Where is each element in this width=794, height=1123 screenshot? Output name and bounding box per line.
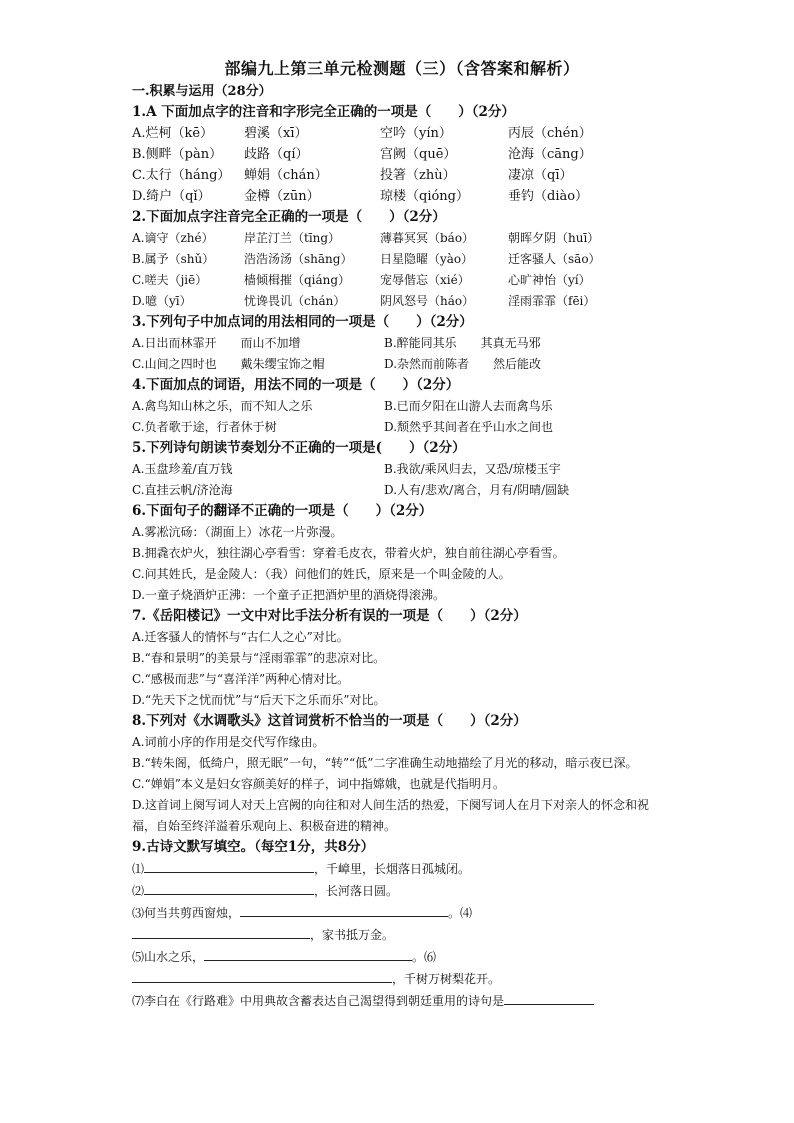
option-item: 岸芷汀兰（tīng） (244, 231, 341, 245)
option-item: 淫雨霏霏（fēi） (508, 294, 596, 308)
fill-blank-4: ，家书抵万金。 (132, 924, 672, 946)
option-item: 投箸（zhù） (380, 168, 456, 183)
option-item: 金樽（zūn） (244, 189, 320, 204)
fill-blank-7: ⑺李白在《行路难》中用典故含蓄表达自己渴望得到朝廷重用的诗句是 (132, 990, 672, 1012)
fill-blank-3: ⑶何当共剪西窗烛， 。⑷ (132, 902, 672, 924)
question-8-stem: 8.下列对《水调歌头》这首词赏析不恰当的一项是（ ）（2分） (132, 713, 527, 729)
question-3-option-row (132, 354, 672, 375)
option-item: 薄暮冥冥（báo） (380, 231, 475, 245)
option-a: A.烂柯（kē） (132, 126, 214, 141)
option-item: 凄凉（qī） (508, 168, 573, 183)
question-2-option-row (132, 228, 672, 249)
option-c: C.“婵娟”本义是妇女容颜美好的样子，词中指嫦娥，也就是代指明月。 (132, 777, 505, 791)
option-item: 阴风怒号（háo） (380, 294, 475, 308)
question-2-option-row (132, 291, 672, 312)
question-4-option-row (132, 417, 672, 438)
option-a: A.雾凇沆砀：（湖面上）冰花一片弥漫。 (132, 525, 343, 539)
question-1-option-row (132, 123, 672, 144)
option-c: C.“感极而悲”与“喜洋洋”两种心情对比。 (132, 672, 350, 686)
question-4-stem: 4.下面加点的词语，用法不同的一项是（ ）（2分） (132, 377, 460, 393)
question-1-option-row (132, 165, 672, 186)
question-3-stem: 3.下列句子中加点词的用法相同的一项是（ ）（2分） (132, 314, 473, 330)
option-c: C.直挂云帆/济沧海 (132, 483, 233, 497)
option-item: 丙辰（chén） (508, 126, 592, 141)
question-1-option-row (132, 144, 672, 165)
question-9-stem: 9.古诗文默写填空。（每空1分，共8分） (132, 839, 375, 855)
option-a: A.迁客骚人的情怀与“古仁人之心”对比。 (132, 630, 349, 644)
option-b: B.已而夕阳在山游人去而禽鸟乐 (384, 399, 553, 413)
answer-blank[interactable] (132, 924, 310, 939)
question-7-stem: 7.《岳阳楼记》一文中对比手法分析有误的一项是（ ）（2分） (132, 608, 527, 624)
option-c: C.嗟夫（jiē） (132, 273, 208, 287)
option-item: 迁客骚人（sāo） (508, 252, 601, 266)
option-c: C.山间之四时也 戴朱缨宝饰之帽 (132, 357, 325, 371)
question-5-stem: 5.下列诗句朗读节奏划分不正确的一项是( ）（2分） (132, 440, 466, 456)
answer-blank[interactable] (144, 880, 314, 895)
option-a: A.词前小序的作用是交代写作缘由。 (132, 735, 325, 749)
option-d: D.绮户（qǐ） (132, 189, 211, 204)
question-5-option-row (132, 480, 672, 501)
option-item: 樯倾楫摧（qiáng） (244, 273, 351, 287)
page-title: 部编九上第三单元检测题（三）（含答案和解析） (224, 59, 580, 78)
option-item: 垂钓（diào） (508, 189, 589, 204)
answer-blank[interactable] (132, 968, 392, 983)
option-b: B.“春和景明”的美景与“淫雨霏霏”的悲凉对比。 (132, 651, 386, 665)
fill-blank-6: ，千树万树梨花开。 (132, 968, 672, 990)
answer-blank[interactable] (240, 902, 448, 917)
question-6-stem: 6.下面句子的翻译不正确的一项是（ ）（2分） (132, 503, 433, 519)
option-b: B.属予（shǔ） (132, 252, 215, 266)
option-item: 宠辱偕忘（xié） (380, 273, 470, 287)
option-item: 日星隐曜（yào） (380, 252, 474, 266)
option-d: D.杂然而前陈者 然后能改 (384, 357, 542, 371)
option-item: 琼楼（qióng） (380, 189, 470, 204)
section-heading: 一.积累与运用（28分） (132, 84, 272, 99)
option-d: D.噫（yī） (132, 294, 192, 308)
fill-blank-1: ⑴ ，千嶂里，长烟落日孤城闭。 (132, 858, 672, 880)
option-b: B.醉能同其乐 其真无马邪 (384, 336, 541, 350)
option-item: 空吟（yín） (380, 126, 452, 141)
answer-blank[interactable] (504, 990, 594, 1005)
question-1-option-row (132, 186, 672, 207)
answer-blank[interactable] (144, 858, 314, 873)
question-5-option-row (132, 459, 672, 480)
option-d: D.人有/悲欢/离合，月有/阴晴/圆缺 (384, 483, 570, 497)
option-b: B.拥毳衣炉火，独往湖心亭看雪：穿着毛皮衣，带着火炉，独自前往湖心亭看雪。 (132, 546, 565, 560)
option-b: B.侧畔（pàn） (132, 147, 223, 162)
option-item: 碧溪（xī） (244, 126, 308, 141)
option-a: A.玉盘珍羞/直万钱 (132, 462, 233, 476)
option-a: A.谪守（zhé） (132, 231, 214, 245)
option-d: D.这首词上阕写词人对天上宫阙的向往和对人间生活的热爱，下阕写词人在月下对亲人的怀念和祝福，自始至终洋溢着乐观向上、积极奋进的精神。 (132, 798, 650, 833)
fill-blank-5: ⑸山水之乐， 。⑹ (132, 946, 672, 968)
option-d: D.颓然乎其间者在乎山水之间也 (384, 420, 554, 434)
option-a: A.日出而林霏开 而山不加增 (132, 336, 301, 350)
question-2-option-row (132, 249, 672, 270)
question-1-stem: 1.A 下面加点字的注音和字形完全正确的一项是（ ）（2分） (132, 104, 515, 120)
option-d: D.一童子烧酒炉正沸：一个童子正把酒炉里的酒烧得滚沸。 (132, 588, 446, 602)
option-item: 心旷神怡（yí） (508, 273, 591, 287)
option-item: 忧谗畏讥（chán） (244, 294, 346, 308)
exam-page (132, 58, 672, 1012)
option-c: C.问其姓氏，是金陵人：（我）问他们的姓氏，原来是一个叫金陵的人。 (132, 567, 511, 581)
answer-blank[interactable] (204, 946, 412, 961)
option-d: D.“先天下之忧而忧”与“后天下之乐而乐”对比。 (132, 693, 386, 707)
option-item: 宫阙（quē） (380, 147, 457, 162)
question-4-option-row (132, 396, 672, 417)
question-3-option-row (132, 333, 672, 354)
option-b: B.“转朱阁，低绮户，照无眠”一句，“转”“低”二字准确生动地描绘了月光的移动，暗示夜已深。 (132, 756, 638, 770)
option-item: 歧路（qí） (244, 147, 309, 162)
option-b: B.我欲/乘风归去，又恐/琼楼玉宇 (384, 462, 561, 476)
question-2-option-row (132, 270, 672, 291)
option-item: 朝晖夕阴（huī） (508, 231, 600, 245)
question-2-stem: 2.下面加点字注音完全正确的一项是（ ）（2分） (132, 209, 446, 225)
option-c: C.负者歌于途，行者休于树 (132, 420, 277, 434)
option-a: A.禽鸟知山林之乐，而不知人之乐 (132, 399, 313, 413)
option-item: 沧海（cāng） (508, 147, 592, 162)
option-c: C.太行（háng） (132, 168, 231, 183)
option-item: 浩浩汤汤（shāng） (244, 252, 353, 266)
fill-blank-2: ⑵ ，长河落日圆。 (132, 880, 672, 902)
option-item: 蝉娟（chán） (244, 168, 328, 183)
